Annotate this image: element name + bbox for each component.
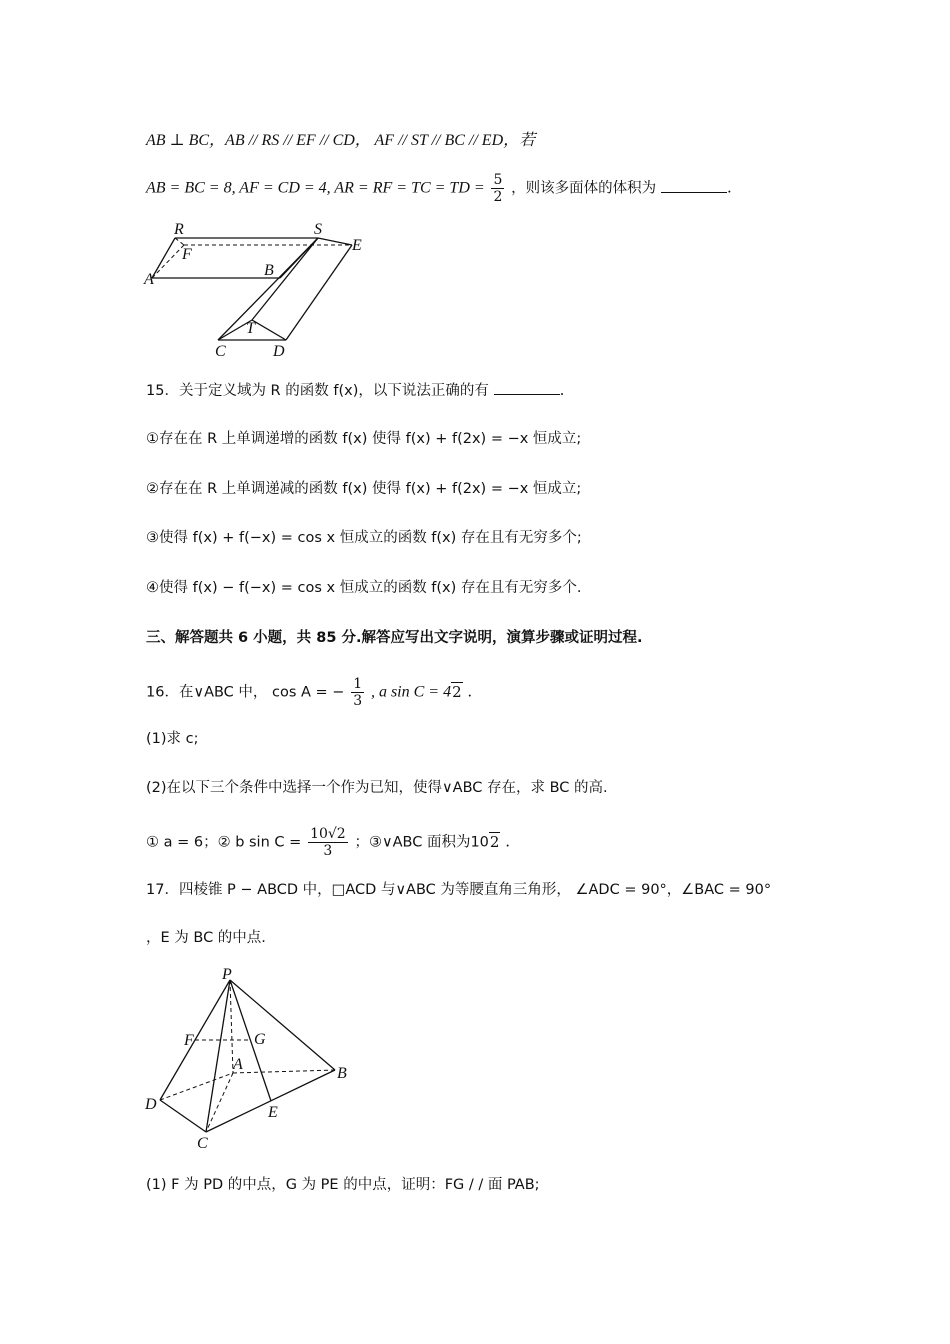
q16-radicand: 2 xyxy=(452,682,462,701)
label-D: D xyxy=(145,1096,157,1113)
q14-polyhedron-figure xyxy=(140,218,380,363)
q14-end-period: . xyxy=(726,178,732,197)
q15-option-2: ②存在在 R 上单调递减的函数 f(x) 使得 f(x) + f(2x) = −x 恒成立; xyxy=(146,481,582,497)
label-D: D xyxy=(273,343,285,360)
edge-RF-hidden xyxy=(175,238,184,245)
edge-SC xyxy=(218,238,318,340)
q16-fraction-numerator: 1 xyxy=(353,676,363,692)
q15-answer-blank xyxy=(494,380,560,395)
q15-option-4: ④使得 f(x) − f(−x) = cos x 恒成立的函数 f(x) 存在且有无穷多个. xyxy=(146,580,582,596)
section-3-heading: 三、解答题共 6 小题，共 85 分.解答应写出文字说明，演算步骤或证明过程. xyxy=(146,630,643,646)
label-B: B xyxy=(337,1065,347,1082)
q16-fraction xyxy=(351,676,364,709)
q17-stem-line-1: 17．四棱锥 P − ABCD 中，□ACD 与∨ABC 为等腰直角三角形， ∠ADC = 90°，∠BAC = 90° xyxy=(146,882,772,898)
edge-TD xyxy=(252,320,286,340)
label-B: B xyxy=(264,262,274,279)
label-C: C xyxy=(215,343,226,360)
label-A: A xyxy=(144,271,154,288)
q15-stem-line xyxy=(146,380,564,401)
q16-condition-fraction xyxy=(308,826,348,859)
q16-stem-text-b: , a sin C = 4 xyxy=(370,683,452,701)
q16-part-2: (2)在以下三个条件中选择一个作为已知，使得∨ABC 存在，求 BC 的高. xyxy=(146,780,608,796)
edge-DA-hidden xyxy=(160,1073,233,1100)
edge-DC xyxy=(160,1100,206,1132)
label-S: S xyxy=(314,221,322,238)
q16-part-1: (1)求 c; xyxy=(146,731,199,747)
q16-condition-denominator: 3 xyxy=(323,843,333,859)
q17-part-1: (1) F 为 PD 的中点，G 为 PE 的中点，证明：FG / / 面 PAB; xyxy=(146,1177,540,1193)
q17-pyramid-figure xyxy=(140,965,360,1155)
q16-stem-text: 16．在∨ABC 中， cos A = − xyxy=(146,684,345,701)
edge-DE xyxy=(286,245,352,340)
q15-stem-text: 15．关于定义域为 R 的函数 f(x)，以下说法正确的有 xyxy=(146,383,489,399)
label-C: C xyxy=(197,1135,208,1152)
edge-CB xyxy=(206,1070,335,1132)
label-F: F xyxy=(184,1032,194,1049)
q16-conditions-line xyxy=(146,826,510,859)
q14-given-line xyxy=(146,172,732,205)
q14-answer-blank xyxy=(661,178,727,193)
q15-end-period: . xyxy=(559,381,565,399)
q16-conditions-text-b: ；③∨ABC 面积为10 xyxy=(354,834,489,851)
q14-given-text: AB = BC = 8, AF = CD = 4, AR = RF = TC = TD = xyxy=(146,179,485,197)
label-G: G xyxy=(254,1031,266,1048)
q14-fraction xyxy=(491,172,504,205)
edge-RA xyxy=(152,238,175,278)
q14-fraction-denominator: 2 xyxy=(493,189,503,205)
edge-AB-hidden xyxy=(233,1070,335,1073)
label-E: E xyxy=(352,237,362,254)
label-A: A xyxy=(233,1056,243,1073)
q16-fraction-denominator: 3 xyxy=(353,693,363,709)
label-P: P xyxy=(222,966,232,983)
label-T: T xyxy=(246,320,255,337)
q16-end: . xyxy=(462,682,473,701)
label-E: E xyxy=(268,1104,278,1121)
q17-stem-line-2: ，E 为 BC 的中点. xyxy=(146,930,266,946)
q16-conditions-end: . xyxy=(500,832,511,851)
q15-option-1: ①存在在 R 上单调递增的函数 f(x) 使得 f(x) + f(2x) = −x 恒成立; xyxy=(146,431,582,447)
q16-conditions-text: ① a = 6；② b sin C = xyxy=(146,834,302,851)
q14-condition-line xyxy=(146,130,535,151)
q14-fraction-numerator: 5 xyxy=(493,172,503,188)
edge-SE xyxy=(318,238,352,245)
q16-condition-numerator: 10√2 xyxy=(310,826,346,842)
label-F: F xyxy=(182,246,192,263)
edge-PC xyxy=(206,980,230,1132)
q16-area-radicand: 2 xyxy=(489,832,500,851)
q14-ask-text: ，则该多面体的体积为 xyxy=(511,180,657,197)
q15-option-3: ③使得 f(x) + f(−x) = cos x 恒成立的函数 f(x) 存在且有无穷多个; xyxy=(146,530,582,546)
q16-stem-line xyxy=(146,676,472,709)
label-R: R xyxy=(174,221,184,238)
q14-condition-text: AB ⊥ BC，AB // RS // EF // CD， AF // ST // BC // ED，若 xyxy=(146,132,536,149)
